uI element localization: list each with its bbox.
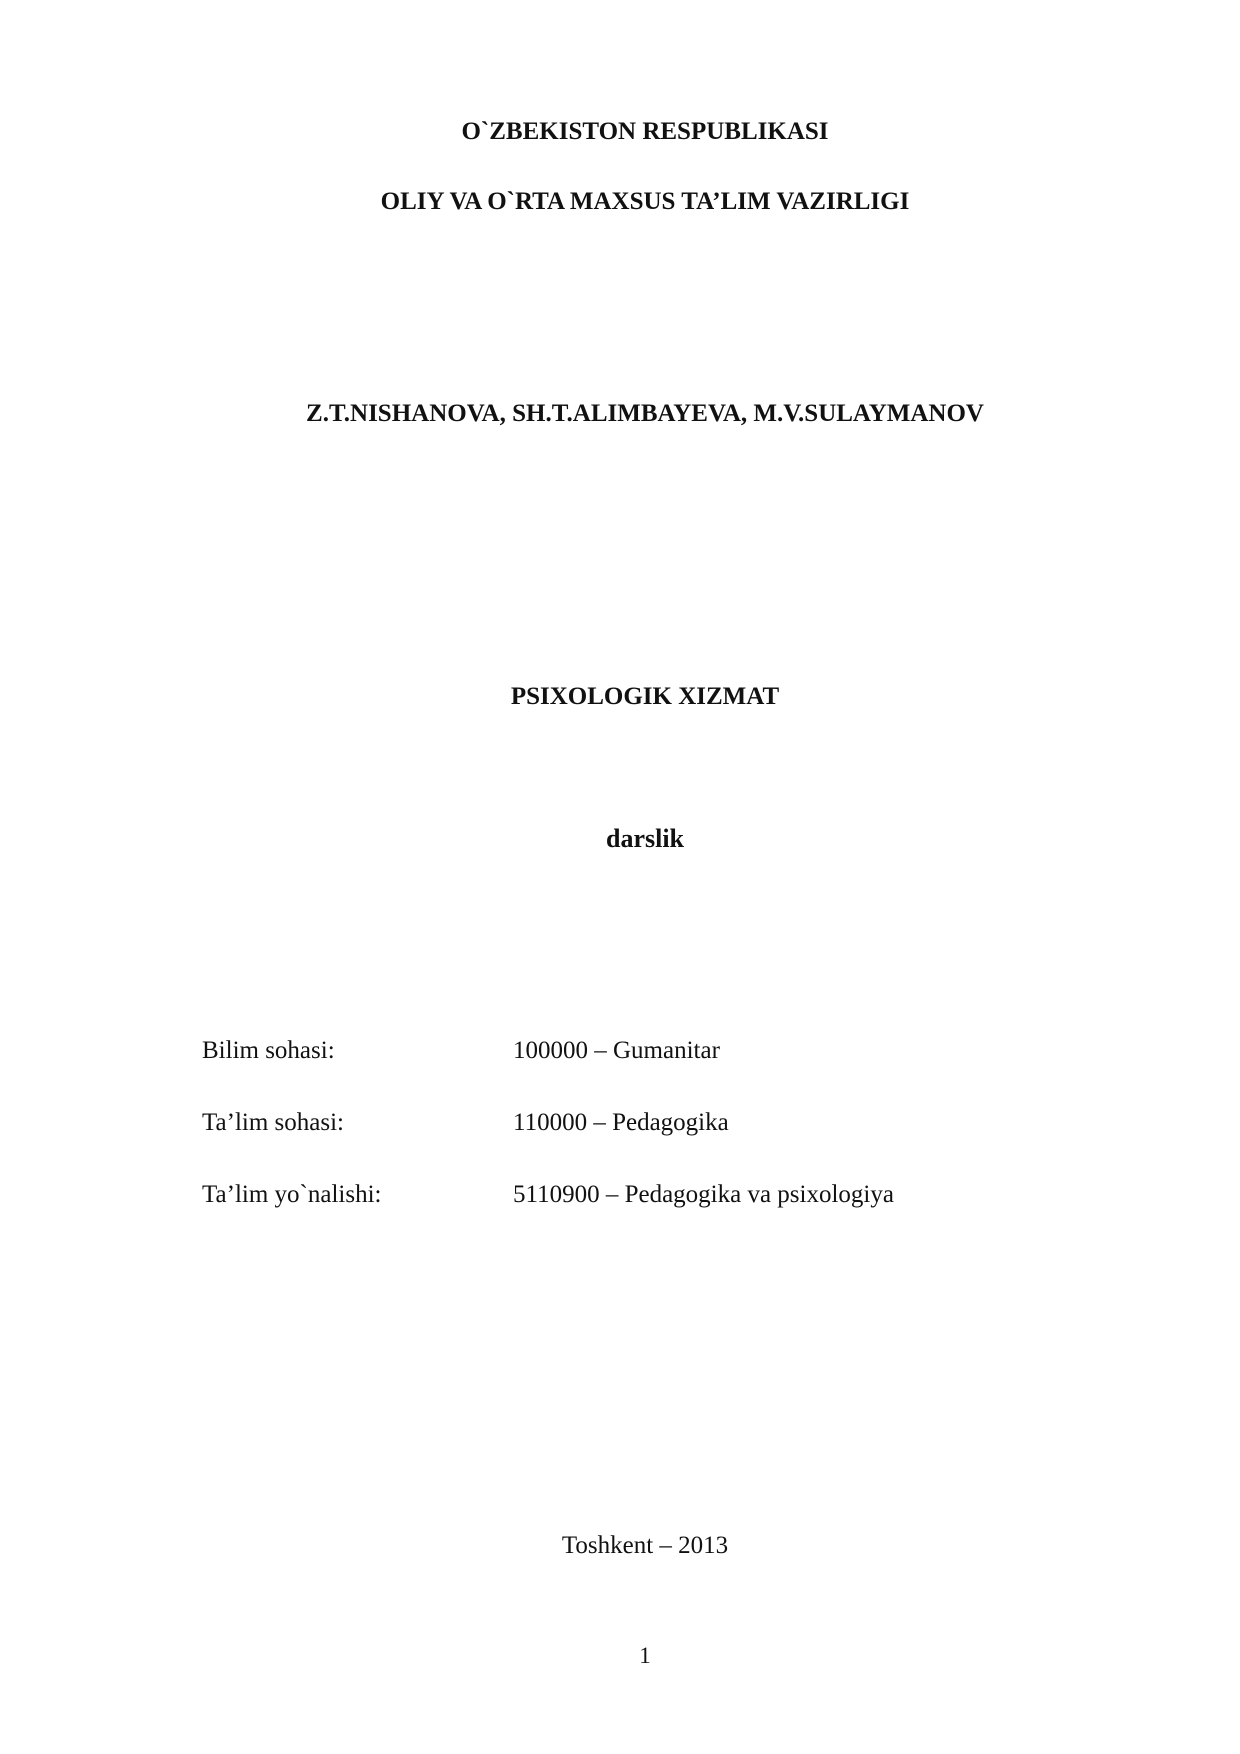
info-value: 5110900 – Pedagogika va psixologiya [513, 1181, 894, 1208]
info-label: Ta’lim sohasi: [202, 1109, 344, 1136]
info-value: 100000 – Gumanitar [513, 1037, 720, 1064]
place-and-year: Toshkent – 2013 [561, 1532, 729, 1559]
ministry-heading: OLIY VA O`RTA MAXSUS TA’LIM VAZIRLIGI [380, 188, 910, 215]
authors-line: Z.T.NISHANOVA, SH.T.ALIMBAYEVA, M.V.SULAYMANOV [306, 400, 984, 427]
info-label: Bilim sohasi: [202, 1037, 335, 1064]
book-title: PSIXOLOGIK XIZMAT [510, 683, 780, 710]
republic-heading: O`ZBEKISTON RESPUBLIKASI [461, 118, 829, 145]
book-type: darslik [605, 824, 685, 853]
info-value: 110000 – Pedagogika [513, 1109, 729, 1136]
info-label: Ta’lim yo`nalishi: [202, 1181, 382, 1208]
page-number: 1 [639, 1643, 651, 1668]
